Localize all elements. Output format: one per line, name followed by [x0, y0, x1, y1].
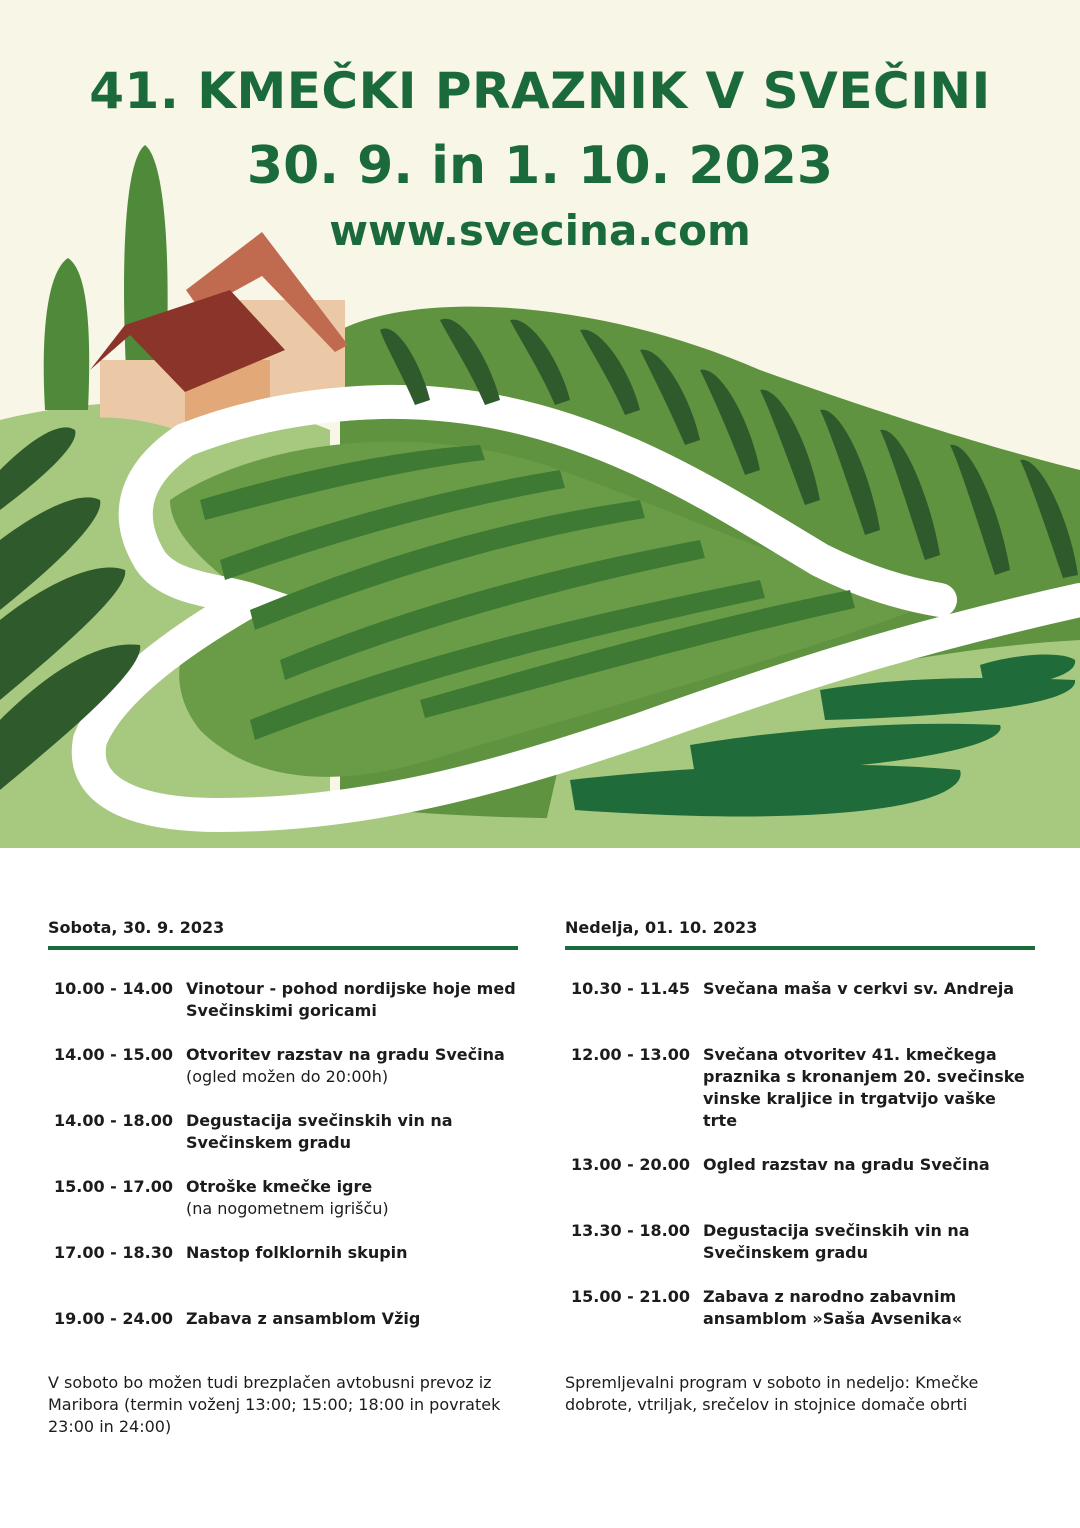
event-description	[186, 1308, 516, 1330]
event-text: Vinotour - pohod nordijske hoje med	[186, 979, 516, 998]
event-text: Otroške kmečke igre	[186, 1177, 373, 1196]
divider	[565, 946, 1035, 950]
event-time: 10.30 - 11.45	[571, 979, 690, 998]
event-note: (na nogometnem igrišču)	[186, 1199, 389, 1218]
event-time: 14.00 - 15.00	[54, 1045, 173, 1064]
event-dates: 30. 9. in 1. 10. 2023	[246, 136, 834, 196]
event-time: 13.00 - 20.00	[571, 1155, 690, 1174]
event-time: 12.00 - 13.00	[571, 1045, 690, 1064]
event-description	[186, 1044, 516, 1088]
side-program-note: Spremljevalni program v soboto in nedeljo: Kmečke dobrote, vtriljak, srečelov in stojnice domače obrti	[565, 1373, 979, 1414]
event-text: Otvoritev razstav na gradu Svečina	[186, 1045, 505, 1064]
event-description	[703, 1154, 1033, 1176]
event-time: 14.00 - 18.00	[54, 1111, 173, 1130]
event-text: Ogled razstav na gradu Svečina	[703, 1155, 990, 1174]
event-text: Svečinskimi goricami	[186, 1001, 377, 1020]
event-time: 15.00 - 17.00	[54, 1177, 173, 1196]
bus-transport-note: V soboto bo možen tudi brezplačen avtobusni prevoz iz Maribora (termin voženj 13:00; 15:00; 18:00 in povratek 23:00 in 24:00)	[48, 1373, 501, 1436]
event-text: Degustacija svečinskih vin na	[186, 1111, 453, 1130]
event-text: Nastop folklornih skupin	[186, 1243, 408, 1262]
saturday-heading: Sobota, 30. 9. 2023	[48, 918, 225, 937]
event-time: 19.00 - 24.00	[54, 1309, 173, 1328]
event-time: 15.00 - 21.00	[571, 1287, 690, 1306]
event-description	[186, 1176, 516, 1220]
event-time: 17.00 - 18.30	[54, 1243, 173, 1262]
event-note: (ogled možen do 20:00h)	[186, 1067, 389, 1086]
event-description	[186, 1242, 516, 1264]
event-time: 10.00 - 14.00	[54, 979, 173, 998]
event-text: Svečinskem gradu	[186, 1133, 351, 1152]
cypress-tree	[44, 258, 89, 410]
event-description	[703, 1286, 1033, 1330]
event-description	[186, 978, 516, 1022]
event-text: Svečinskem gradu	[703, 1243, 868, 1262]
event-description	[703, 978, 1033, 1000]
event-description	[703, 1044, 1033, 1132]
event-text: ansamblom »Saša Avsenika«	[703, 1309, 963, 1328]
event-description	[703, 1220, 1033, 1264]
website-link[interactable]: www.svecina.com	[329, 206, 751, 255]
event-text: Zabava z narodno zabavnim	[703, 1287, 957, 1306]
event-text: Svečana maša v cerkvi sv. Andreja	[703, 979, 1015, 998]
event-text: praznika s kronanjem 20. svečinske	[703, 1067, 1025, 1086]
sunday-schedule	[565, 918, 1035, 1328]
event-text: Degustacija svečinskih vin na	[703, 1221, 970, 1240]
sunday-heading: Nedelja, 01. 10. 2023	[565, 918, 758, 937]
event-description	[186, 1110, 516, 1154]
event-time: 13.30 - 18.00	[571, 1221, 690, 1240]
event-title: 41. KMEČKI PRAZNIK V SVEČINI	[89, 62, 991, 120]
event-text: vinske kraljice in trgatvijo vaške trte	[703, 1089, 996, 1130]
divider	[48, 946, 518, 950]
event-text: Svečana otvoritev 41. kmečkega	[703, 1045, 997, 1064]
saturday-schedule	[48, 918, 518, 1328]
event-text: Zabava z ansamblom Vžig	[186, 1309, 421, 1328]
